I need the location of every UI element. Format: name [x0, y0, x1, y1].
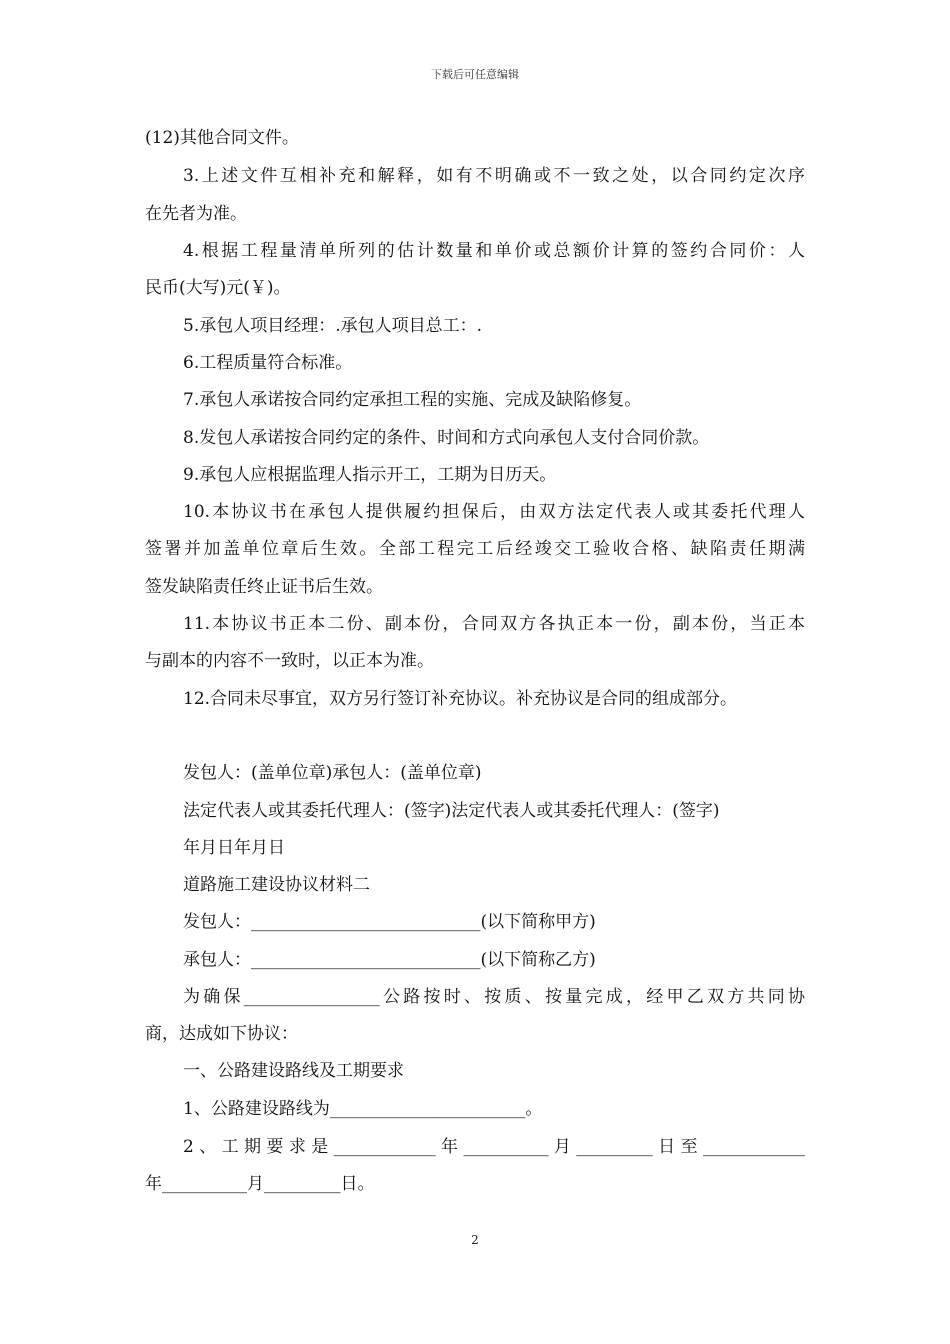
text-line: 为确保________________公路按时、按质、按量完成，经甲乙双方共同协 [183, 987, 805, 1007]
text-line: 民币(大写)元(￥)。 [145, 278, 291, 298]
text-line: 9.承包人应根据监理人指示开工，工期为日历天。 [183, 465, 557, 485]
text-line: 1、公路建设路线为_______________________。 [183, 1099, 543, 1119]
text-line: 年__________月_________日。 [145, 1174, 375, 1194]
text-line: 5.承包人项目经理：.承包人项目总工：. [183, 316, 483, 336]
party-a-line: 发包人：___________________________(以下简称甲方) [183, 912, 596, 932]
text-line: 在先者为准。 [145, 204, 247, 224]
page-header: 下载后可任意编辑 [431, 68, 519, 81]
text-line: 商，达成如下协议： [145, 1024, 298, 1044]
text-line: (12)其他合同文件。 [145, 128, 299, 148]
text-line: 6.工程质量符合标准。 [183, 353, 353, 373]
text-line: 7.承包人承诺按合同约定承担工程的实施、完成及缺陷修复。 [183, 390, 642, 410]
section-heading: 一、公路建设路线及工期要求 [183, 1061, 404, 1081]
text-line: 10.本协议书在承包人提供履约担保后，由双方法定代表人或其委托代理人 [183, 502, 805, 522]
signature-line: 法定代表人或其委托代理人：(签字)法定代表人或其委托代理人：(签字) [183, 801, 720, 821]
text-line: 与副本的内容不一致时，以正本为准。 [145, 651, 434, 671]
text-line: 签发缺陷责任终止证书后生效。 [145, 577, 383, 597]
text-line: 12.合同未尽事宜，双方另行签订补充协议。补充协议是合同的组成部分。 [183, 689, 738, 709]
signature-line: 发包人：(盖单位章)承包人：(盖单位章) [183, 763, 482, 783]
date-line: 年月日年月日 [183, 838, 285, 858]
text-line: 2、工期要求是____________年__________月_________日至____________ [183, 1137, 805, 1157]
page-number: 2 [471, 1233, 479, 1247]
text-line: 11.本协议书正本二份、副本份，合同双方各执正本一份，副本份，当正本 [183, 614, 805, 634]
party-b-line: 承包人：___________________________(以下简称乙方) [183, 950, 596, 970]
text-line: 8.发包人承诺按合同约定的条件、时间和方式向承包人支付合同价款。 [183, 428, 710, 448]
text-line: 4.根据工程量清单所列的估计数量和单价或总额价计算的签约合同价：人 [183, 241, 805, 261]
section-title: 道路施工建设协议材料二 [183, 875, 370, 895]
text-line: 3.上述文件互相补充和解释，如有不明确或不一致之处，以合同约定次序 [183, 166, 805, 186]
text-line: 签署并加盖单位章后生效。全部工程完工后经竣交工验收合格、缺陷责任期满 [145, 539, 805, 559]
